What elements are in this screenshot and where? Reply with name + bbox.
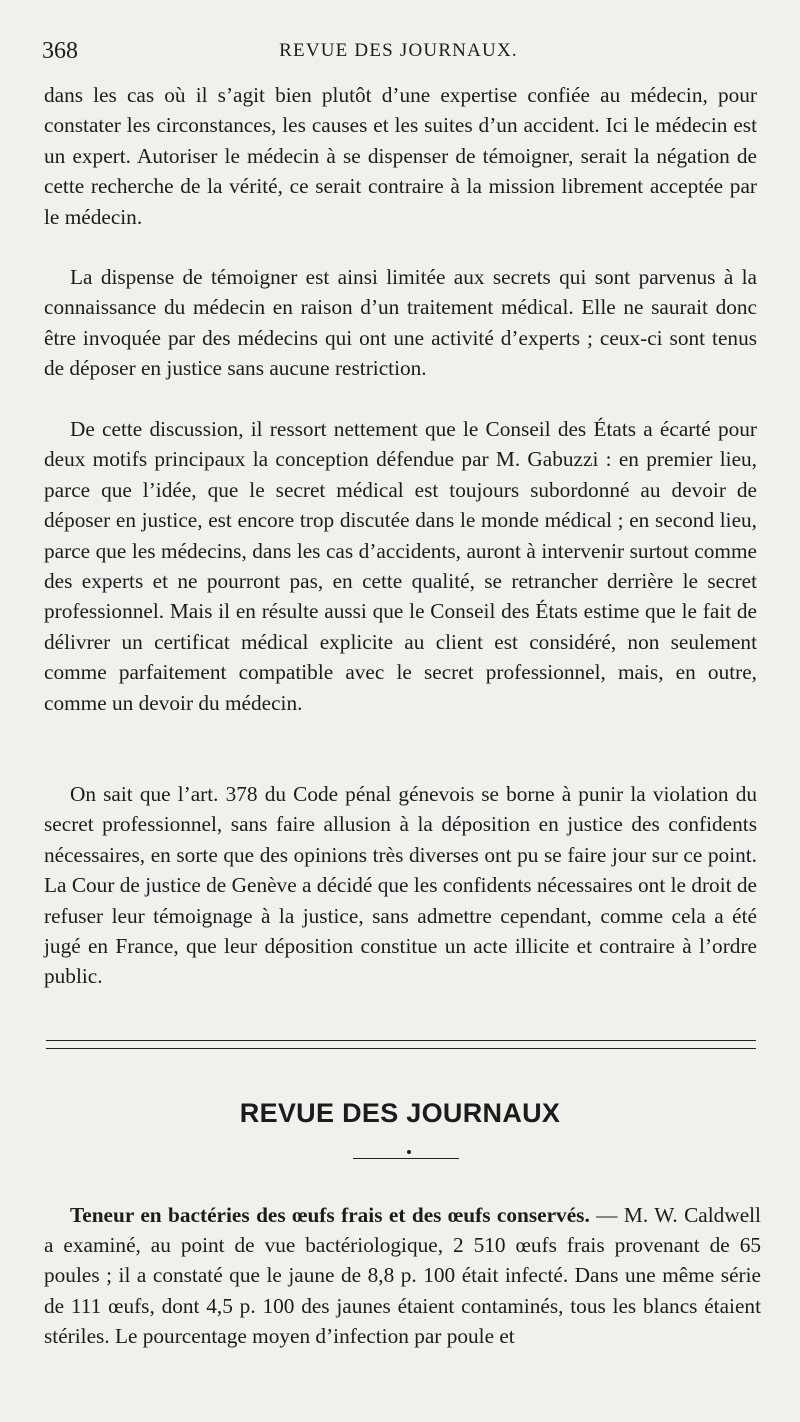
article-title: Teneur en bactéries des œufs frais et des œufs conservés. — [70, 1203, 590, 1227]
heading-underline-rule — [353, 1158, 459, 1159]
body-paragraph: De cette discussion, il ressort nettement que le Conseil des États a écarté pour deux motifs principaux la conception défendue par M. Gabuzzi : en premier lieu, parce que l’idée, que le secret médical est toujours subordonné au devoir de déposer en justice, est encore trop discutée dans le monde médical ; en second lieu, parce que les médecins, dans les cas d’accidents, auront à intervenir surtout comme des experts et ne pourront pas, en cette qualité, se retrancher derrière le secret professionnel. Mais il en résulte aussi que le Conseil des États estime que le fait de délivrer un certificat médical explicite au client est considéré, non seulement comme parfaitement compatible avec le secret professionnel, mais, en outre, comme un devoir du médecin. — [44, 417, 757, 715]
article-body: — M. W. Caldwell a examiné, au point de vue bactériologique, 2 510 œufs frais provenant de 65 poules ; il a constaté que le jaune de 8,8 p. 100 était infecté. Dans une même série de 111 œufs, dont 4,5 p. 100 des jaunes étaient contaminés, tous les blancs étaient stériles. Le pourcentage moyen d’infection par poule et — [44, 1203, 761, 1348]
body-paragraph: On sait que l’art. 378 du Code pénal génevois se borne à punir la violation du secret professionnel, sans faire allusion à la déposition en justice des confidents nécessaires, en sorte que des opinions très diverses ont pu se faire jour sur ce point. La Cour de justice de Genève a décidé que les confidents nécessaires ont le droit de refuser leur témoignage à la justice, sans admettre cependant, comme cela a été jugé en France, que leur déposition constitue un acte illicite et contraire à l’ordre public. — [44, 782, 757, 989]
body-paragraph-continued: dans les cas où il s’agit bien plutôt d’une expertise confiée au médecin, pour constater les circonstances, les causes et les suites d’un accident. Ici le médecin est un expert. Autoriser le médecin à se dispenser de témoigner, serait la négation de cette recherche de la vérité, ce serait contraire à la mission librement acceptée par le médecin. — [44, 83, 757, 229]
running-head — [42, 34, 755, 68]
body-paragraph: La dispense de témoigner est ainsi limitée aux secrets qui sont parvenus à la connaissance du médecin en raison d’un traitement médical. Elle ne saurait donc être invoquée par des médecins qui ont une activité d’experts ; ceux-ci sont tenus de déposer en justice sans aucune restriction. — [44, 265, 757, 381]
page-number: 368 — [42, 38, 78, 64]
section-heading: REVUE DES JOURNAUX — [239, 1098, 561, 1128]
running-title: REVUE DES JOURNAUX. — [279, 40, 518, 61]
article-paragraph — [44, 1200, 761, 1351]
ornament-dot — [407, 1150, 411, 1154]
section-divider-double-rule — [46, 1040, 756, 1049]
